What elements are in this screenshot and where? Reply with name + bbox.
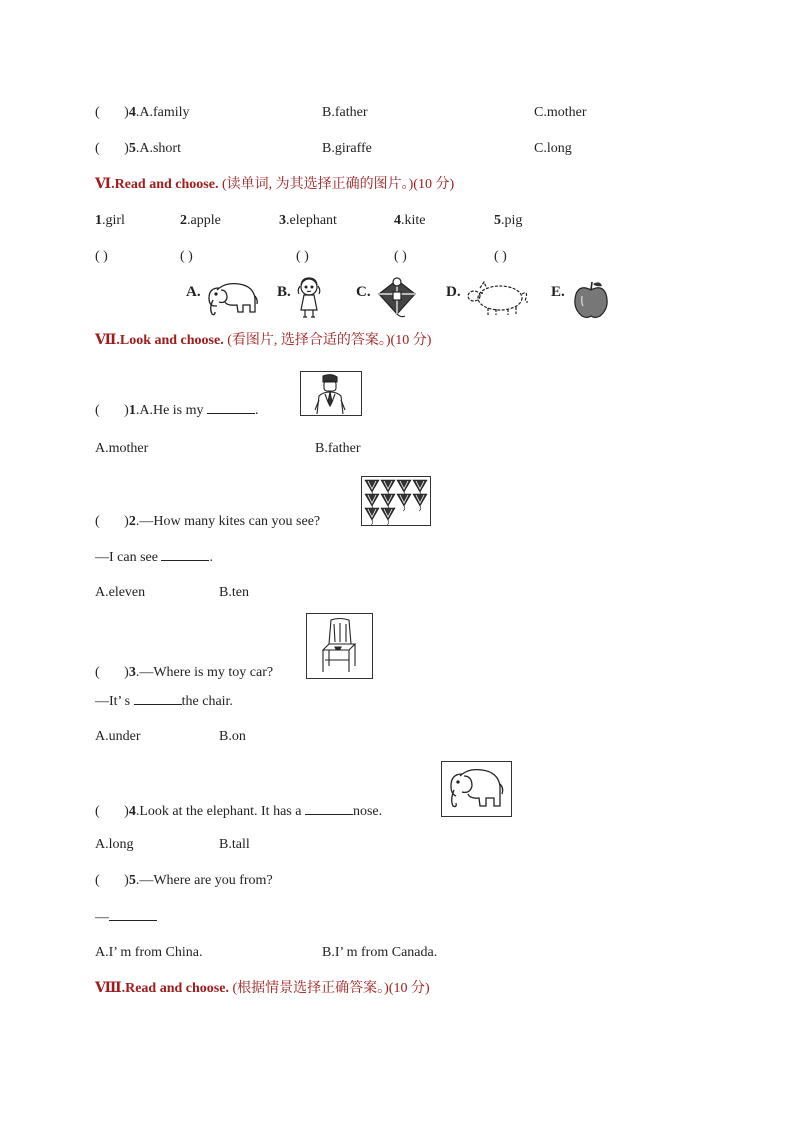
fill-blank[interactable]: [109, 908, 157, 921]
apple-icon: [572, 278, 610, 320]
word-4: 4.kite: [394, 213, 426, 228]
q4-option-c: C.mother: [534, 105, 587, 120]
look-q2-option-b: B.ten: [219, 585, 249, 600]
q5-option-b: B.giraffe: [322, 141, 372, 156]
girl-icon: [294, 276, 324, 320]
look-q1-option-b: B.father: [315, 441, 361, 456]
fill-blank[interactable]: [161, 548, 209, 561]
answer-bracket[interactable]: ( ): [95, 141, 129, 156]
kites-icon: [361, 476, 431, 526]
answer-bracket[interactable]: ( ): [95, 873, 129, 888]
section6-heading: Ⅵ.Read and choose. (读单词, 为其选择正确的图片。)(10 分): [95, 177, 455, 192]
look-q5-reply: —: [95, 908, 157, 927]
picture-label-b: B.: [277, 284, 291, 300]
q4-option-b: B.father: [322, 105, 368, 120]
look-q3: ( )3.—Where is my toy car?: [95, 665, 274, 680]
answer-bracket[interactable]: ( ): [95, 665, 129, 680]
word-1: 1.girl: [95, 213, 125, 228]
q5-row: ( )5.A.short: [95, 141, 181, 156]
answer-bracket[interactable]: ( ): [95, 105, 129, 120]
answer-bracket-4[interactable]: ( ): [394, 249, 407, 264]
word-2: 2.apple: [180, 213, 221, 228]
elephant-icon: [203, 278, 259, 318]
look-q3-option-a: A.under: [95, 729, 141, 744]
answer-bracket-2[interactable]: ( ): [180, 249, 193, 264]
pig-icon: [464, 278, 532, 318]
look-q4-option-a: A.long: [95, 837, 134, 852]
fill-blank[interactable]: [207, 401, 255, 414]
section8-heading: Ⅷ.Read and choose. (根据情景选择正确答案。)(10 分): [95, 981, 430, 996]
chair-icon: [306, 613, 373, 679]
picture-label-c: C.: [356, 284, 371, 300]
kite-icon: [373, 274, 421, 320]
picture-label-a: A.: [186, 284, 201, 300]
answer-bracket[interactable]: ( ): [95, 403, 129, 418]
look-q2-reply: —I can see .: [95, 550, 213, 565]
look-q2: ( )2.—How many kites can you see?: [95, 514, 321, 529]
look-q4-option-b: B.tall: [219, 837, 250, 852]
look-q1-option-a: A.mother: [95, 441, 149, 456]
answer-bracket-5[interactable]: ( ): [494, 249, 507, 264]
picture-label-e: E.: [551, 284, 565, 300]
answer-bracket[interactable]: ( ): [95, 514, 129, 529]
father-icon: [300, 371, 362, 416]
look-q5-option-b: B.I’ m from Canada.: [322, 945, 438, 960]
answer-bracket-3[interactable]: ( ): [296, 249, 309, 264]
q4-row: ( )4.A.family: [95, 105, 190, 120]
q5-option-c: C.long: [534, 141, 572, 156]
answer-bracket[interactable]: ( ): [95, 804, 129, 819]
elephant-icon: [441, 761, 512, 817]
look-q3-option-b: B.on: [219, 729, 246, 744]
fill-blank[interactable]: [134, 692, 182, 705]
look-q4: ( )4.Look at the elephant. It has a nose.: [95, 804, 383, 819]
look-q1: ( )1.A.He is my .: [95, 403, 259, 418]
answer-bracket-1[interactable]: ( ): [95, 249, 108, 264]
section7-heading: Ⅶ.Look and choose. (看图片, 选择合适的答案。)(10 分): [95, 333, 432, 348]
picture-label-d: D.: [446, 284, 461, 300]
look-q3-reply: —It’ s the chair.: [95, 694, 233, 709]
look-q2-option-a: A.eleven: [95, 585, 146, 600]
look-q5: ( )5.—Where are you from?: [95, 873, 273, 888]
fill-blank[interactable]: [305, 802, 353, 815]
word-3: 3.elephant: [279, 213, 337, 228]
word-5: 5.pig: [494, 213, 523, 228]
look-q5-option-a: A.I’ m from China.: [95, 945, 203, 960]
